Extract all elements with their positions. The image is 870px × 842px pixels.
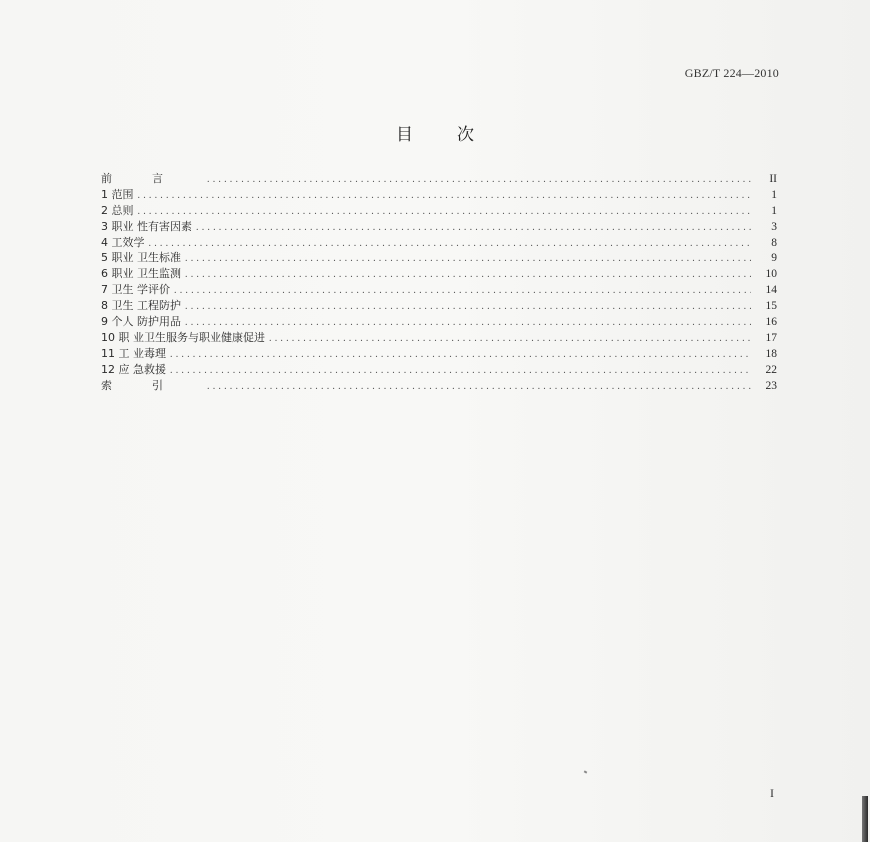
toc-entry[interactable] xyxy=(101,346,777,362)
toc-entry[interactable] xyxy=(101,235,777,251)
leader-dots xyxy=(174,283,751,299)
toc-entry-label: 10 职 业卫生服务与职业健康促进 xyxy=(101,330,265,344)
toc-entry-label: 8 卫生 工程防护 xyxy=(101,299,181,313)
toc-entry-page: 3 xyxy=(771,220,777,233)
toc-entry-page: 15 xyxy=(765,300,777,313)
page-number: I xyxy=(770,786,774,800)
toc-entry-page: 9 xyxy=(771,252,777,265)
leader-dots xyxy=(149,236,752,252)
leader-dots xyxy=(185,251,751,267)
leader-dots xyxy=(185,299,751,315)
leader-dots xyxy=(207,379,751,395)
toc-entry-page: II xyxy=(769,173,777,185)
toc-entry[interactable] xyxy=(101,362,777,378)
leader-dots xyxy=(185,315,751,331)
toc-entry-label: 前言 xyxy=(101,172,203,185)
toc-entry[interactable] xyxy=(101,219,777,235)
toc-entry[interactable] xyxy=(101,203,777,219)
leader-dots xyxy=(170,347,751,363)
page-title: 目次 xyxy=(396,125,518,145)
toc-entry[interactable] xyxy=(101,378,777,394)
toc-entry[interactable] xyxy=(101,187,777,203)
toc-entry-page: 22 xyxy=(765,363,777,376)
toc-entry-label: 3 职业 性有害因素 xyxy=(101,219,192,233)
toc-entry-label: 6 职业 卫生监测 xyxy=(101,267,181,281)
toc-entry-label: 1 范围 xyxy=(101,187,134,201)
toc-entry-page: 16 xyxy=(765,316,777,329)
toc-entry[interactable] xyxy=(101,330,777,346)
toc-entry[interactable] xyxy=(101,298,777,314)
toc-entry-label: 11 工 业毒理 xyxy=(101,346,166,360)
leader-dots xyxy=(138,204,752,220)
toc-entry-page: 18 xyxy=(765,347,777,360)
leader-dots xyxy=(185,267,751,283)
toc-entry-page: 10 xyxy=(765,268,777,281)
toc-entry[interactable] xyxy=(101,171,777,187)
toc-entry-page: 14 xyxy=(765,284,777,297)
toc-entry-label: 12 应 急救援 xyxy=(101,362,166,376)
toc-entry-page: 17 xyxy=(765,331,777,344)
toc-entry-label: 7 卫生 学评价 xyxy=(101,283,170,297)
scan-edge-shadow xyxy=(862,796,868,842)
leader-dots xyxy=(138,188,752,204)
leader-dots xyxy=(269,331,751,347)
toc-entry-page: 1 xyxy=(771,204,777,217)
toc-entry-page: 23 xyxy=(765,379,777,392)
toc-entry[interactable] xyxy=(101,250,777,266)
toc-entry-label: 索引 xyxy=(101,378,203,392)
leader-dots xyxy=(170,363,751,379)
leader-dots xyxy=(196,220,751,236)
toc-entry-label: 5 职业 卫生标准 xyxy=(101,251,181,265)
toc-entry-label: 2 总则 xyxy=(101,203,134,217)
toc-entry[interactable] xyxy=(101,314,777,330)
leader-dots xyxy=(207,172,751,188)
toc-entry[interactable] xyxy=(101,266,777,282)
document-code: GBZ/T 224—2010 xyxy=(684,66,779,80)
toc-entry-page: 1 xyxy=(771,188,777,201)
toc-entry[interactable] xyxy=(101,282,777,298)
toc-entry-page: 8 xyxy=(771,236,777,249)
toc-entry-label: 9 个人 防护用品 xyxy=(101,315,181,329)
toc-entry-label: 4 工效学 xyxy=(101,235,145,249)
table-of-contents xyxy=(101,171,777,393)
scan-speck xyxy=(584,770,588,773)
